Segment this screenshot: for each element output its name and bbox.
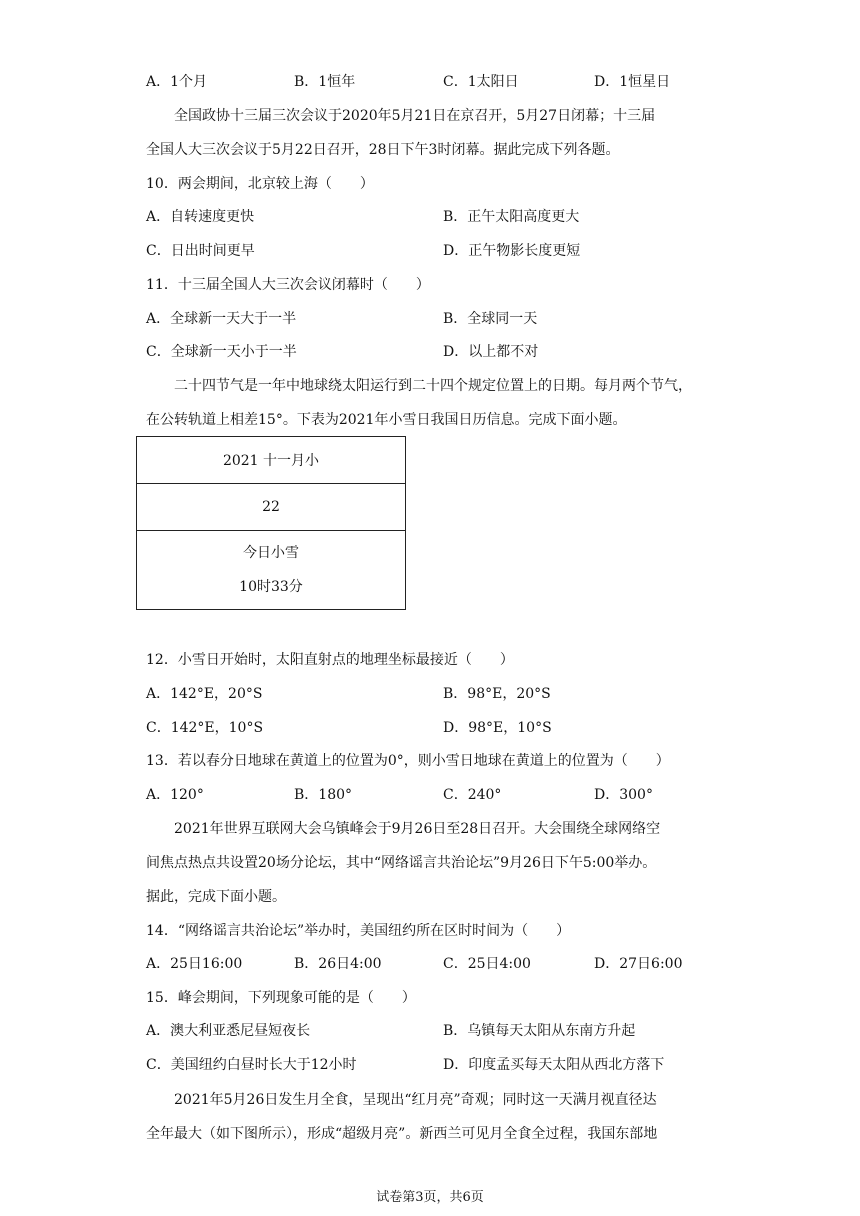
question-13-stem: 13．若以春分日地球在黄道上的位置为0°，则小雪日地球在黄道上的位置为（ ） [146,753,670,769]
passage-1-line-1: 全国政协十三届三次会议于2020年5月21日在京召开，5月27日闭幕；十三届 [174,108,656,124]
q9-option-c: C．1太阳日 [443,74,519,90]
passage-2-line-2: 在公转轨道上相差15°。下表为2021年小雪日我国日历信息。完成下面小题。 [146,412,627,428]
q10-option-d: D．正午物影长度更短 [443,243,581,259]
passage-3-line-1: 2021年世界互联网大会乌镇峰会于9月26日至28日召开。大会围绕全球网络空 [174,821,661,837]
calendar-month-cell: 2021 十一月小 [137,437,406,484]
q15-option-a: A．澳大利亚悉尼昼短夜长 [146,1023,311,1039]
q10-option-c: C．日出时间更早 [146,243,255,259]
q9-option-b: B．1恒年 [294,74,356,90]
q11-option-a: A．全球新一天大于一半 [146,311,297,327]
q14-option-c: C．25日4:00 [443,956,531,972]
passage-1-line-2: 全国人大三次会议于5月22日召开，28日下午3时闭幕。据此完成下列各题。 [146,142,620,158]
question-11-stem: 11．十三届全国人大三次会议闭幕时（ ） [146,277,430,293]
q13-option-a: A．120° [146,787,204,803]
q12-option-b: B．98°E，20°S [443,686,551,702]
q15-option-c: C．美国纽约白昼时长大于12小时 [146,1057,357,1073]
calendar-solar-term-label: 今日小雪 [243,545,299,561]
passage-4-line-1: 2021年5月26日发生月全食，呈现出“红月亮”奇观；同时这一天满月视直径达 [174,1092,657,1108]
question-12-stem: 12．小雪日开始时，太阳直射点的地理坐标最接近（ ） [146,652,514,668]
q14-option-a: A．25日16:00 [146,956,243,972]
q12-option-c: C．142°E，10°S [146,720,264,736]
calendar-table [136,436,406,610]
q13-option-c: C．240° [443,787,502,803]
passage-2-line-1: 二十四节气是一年中地球绕太阳运行到二十四个规定位置上的日期。每月两个节气， [174,378,692,394]
calendar-day-cell: 22 [137,484,406,531]
q15-option-d: D．印度孟买每天太阳从西北方落下 [443,1057,665,1073]
passage-3-line-3: 据此，完成下面小题。 [146,889,286,905]
q9-option-d: D．1恒星日 [594,74,671,90]
page-footer: 试卷第3页，共6页 [376,1190,484,1205]
q14-option-b: B．26日4:00 [294,956,382,972]
q12-option-d: D．98°E，10°S [443,720,552,736]
question-10-stem: 10．两会期间，北京较上海（ ） [146,176,374,192]
calendar-solar-term-cell [137,531,406,610]
passage-3-line-2: 间焦点热点共设置20场分论坛，其中“网络谣言共治论坛”9月26日下午5:00举办。 [146,855,657,871]
q13-option-d: D．300° [594,787,653,803]
question-14-stem: 14．“网络谣言共治论坛”举办时，美国纽约所在区时时间为（ ） [146,923,571,939]
q12-option-a: A．142°E，20°S [146,686,263,702]
q11-option-c: C．全球新一天小于一半 [146,344,297,360]
q11-option-b: B．全球同一天 [443,311,538,327]
q10-option-a: A．自转速度更快 [146,209,255,225]
q9-option-a: A．1个月 [146,74,208,90]
q15-option-b: B．乌镇每天太阳从东南方升起 [443,1023,636,1039]
q13-option-b: B．180° [294,787,353,803]
q11-option-d: D．以上都不对 [443,344,539,360]
question-15-stem: 15．峰会期间，下列现象可能的是（ ） [146,990,416,1006]
passage-4-line-2: 全年最大（如下图所示），形成“超级月亮”。新西兰可见月全食全过程，我国东部地 [146,1126,658,1142]
calendar-solar-term-time: 10时33分 [239,579,303,595]
q14-option-d: D．27日6:00 [594,956,683,972]
q10-option-b: B．正午太阳高度更大 [443,209,580,225]
